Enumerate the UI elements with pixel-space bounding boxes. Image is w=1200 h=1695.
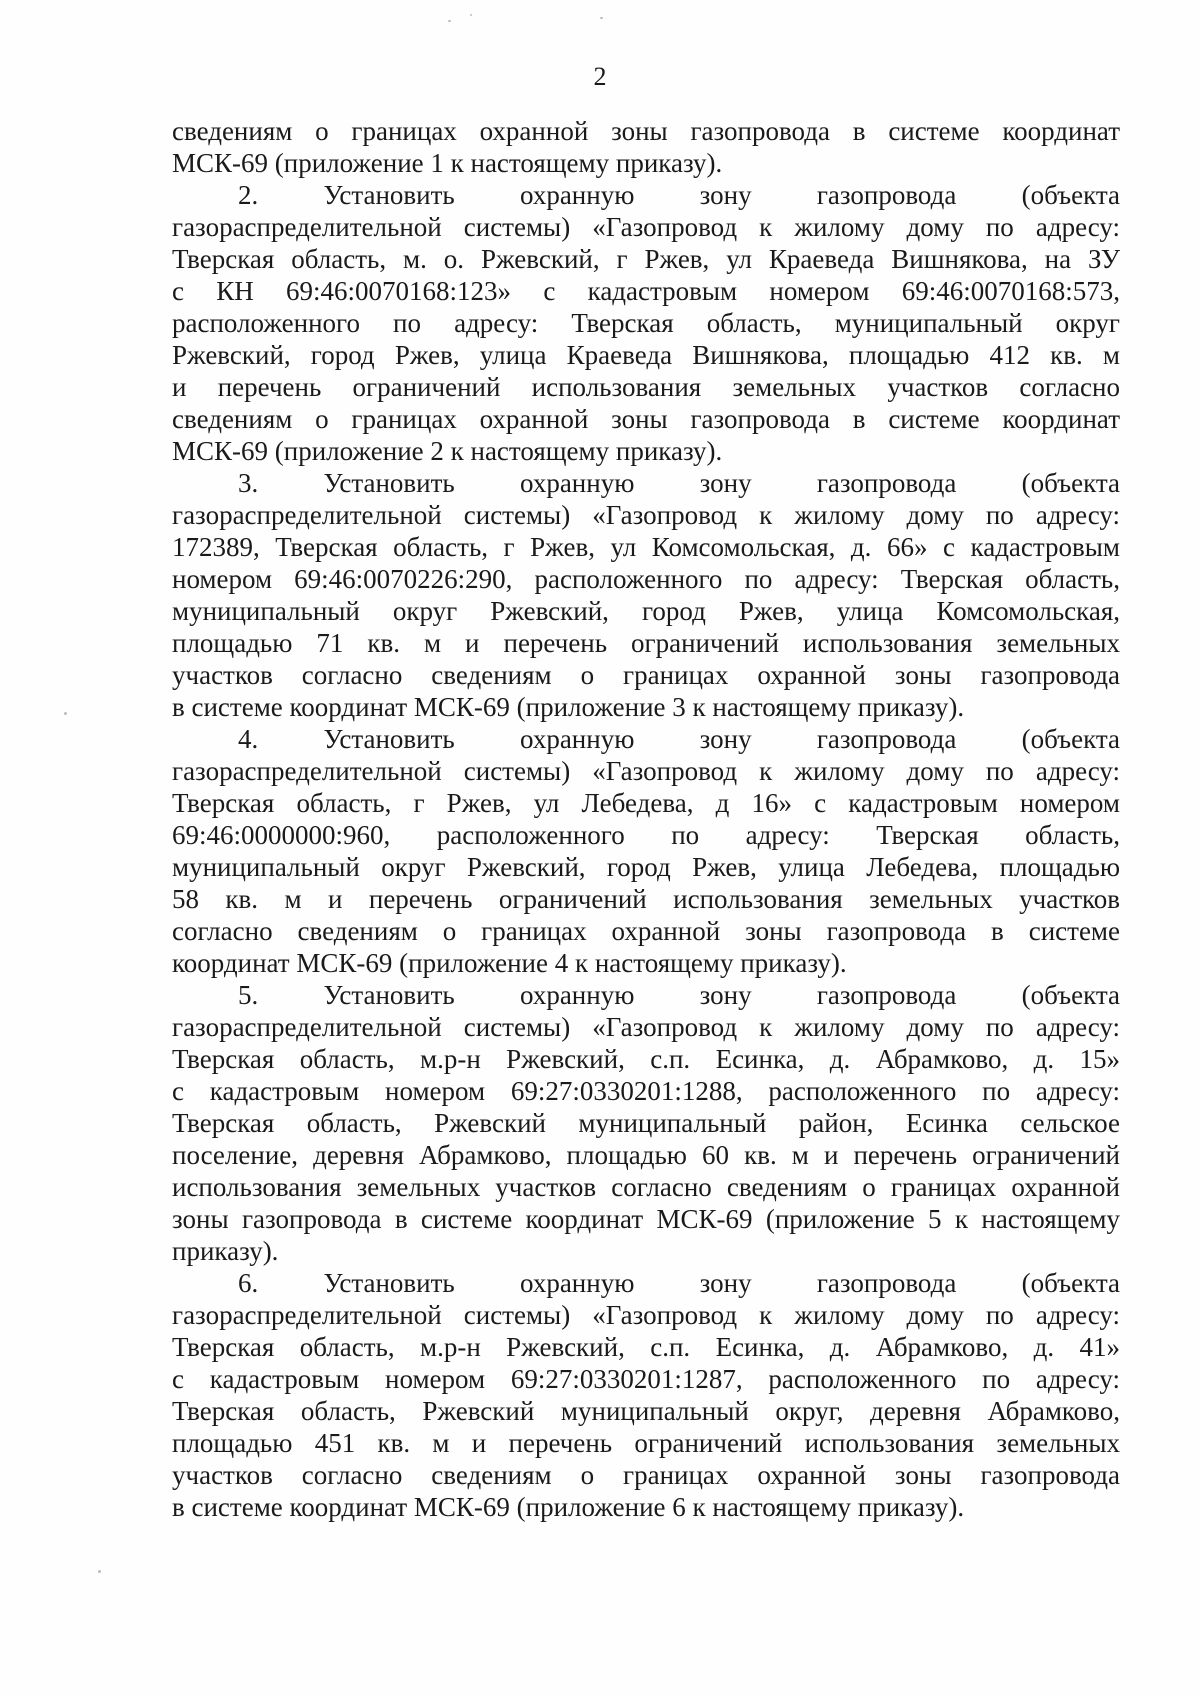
text-line: Тверская область, м. о. Ржевский, г Ржев, ул Краеведа Вишнякова, на ЗУ [172, 244, 1120, 274]
paragraph [172, 1267, 1120, 1523]
text-line: сведениям о границах охранной зоны газопровода в системе координат [172, 116, 1120, 146]
text-line: приказу). [172, 1236, 279, 1266]
text-line: газораспределительной системы) «Газопровод к жилому дому по адресу: [172, 756, 1120, 786]
text-line: МСК-69 (приложение 1 к настоящему приказу). [172, 148, 723, 178]
text-line: с кадастровым номером 69:27:0330201:1288, расположенного по адресу: [172, 1076, 1120, 1106]
scan-speck [470, 14, 472, 16]
text-line: согласно сведениям о границах охранной зоны газопровода в системе [172, 916, 1120, 946]
document-body [172, 115, 1120, 1523]
paragraph [172, 979, 1120, 1267]
paragraph [172, 467, 1120, 723]
scan-speck [448, 20, 451, 22]
text-line: газораспределительной системы) «Газопровод к жилому дому по адресу: [172, 1300, 1120, 1330]
text-line: газораспределительной системы) «Газопровод к жилому дому по адресу: [172, 212, 1120, 242]
text-line: участков согласно сведениям о границах охранной зоны газопровода [172, 1460, 1120, 1490]
text-line: площадью 71 кв. м и перечень ограничений использования земельных [172, 628, 1120, 658]
text-line: Тверская область, м.р-н Ржевский, с.п. Есинка, д. Абрамково, д. 15» [172, 1044, 1120, 1074]
text-line: газораспределительной системы) «Газопровод к жилому дому по адресу: [172, 500, 1120, 530]
paragraph [172, 723, 1120, 979]
text-line: площадью 451 кв. м и перечень ограничений использования земельных [172, 1428, 1120, 1458]
text-line: Тверская область, Ржевский муниципальный округ, деревня Абрамково, [172, 1396, 1120, 1426]
text-line: 5. Установить охранную зону газопровода (объекта [238, 980, 1120, 1010]
text-line: с КН 69:46:0070168:123» с кадастровым номером 69:46:0070168:573, [172, 276, 1120, 306]
text-line: номером 69:46:0070226:290, расположенного по адресу: Тверская область, [172, 564, 1120, 594]
page-number: 2 [593, 62, 607, 91]
text-line: в системе координат МСК-69 (приложение 3 к настоящему приказу). [172, 692, 965, 722]
text-line: использования земельных участков согласно сведениям о границах охранной [172, 1172, 1120, 1202]
text-line: муниципальный округ Ржевский, город Ржев, улица Комсомольская, [172, 596, 1120, 626]
text-line: с кадастровым номером 69:27:0330201:1287, расположенного по адресу: [172, 1364, 1120, 1394]
text-line: МСК-69 (приложение 2 к настоящему приказу). [172, 436, 723, 466]
text-line: в системе координат МСК-69 (приложение 6 к настоящему приказу). [172, 1492, 965, 1522]
text-line: зоны газопровода в системе координат МСК-69 (приложение 5 к настоящему [172, 1204, 1120, 1234]
text-line: 3. Установить охранную зону газопровода (объекта [238, 468, 1120, 498]
scan-speck [64, 712, 67, 715]
text-line: сведениям о границах охранной зоны газопровода в системе координат [172, 404, 1120, 434]
text-line: координат МСК-69 (приложение 4 к настоящему приказу). [172, 948, 847, 978]
text-line: Тверская область, м.р-н Ржевский, с.п. Есинка, д. Абрамково, д. 41» [172, 1332, 1120, 1362]
text-line: 4. Установить охранную зону газопровода (объекта [238, 724, 1120, 754]
paragraph [172, 179, 1120, 467]
scan-speck [98, 1570, 101, 1573]
paragraph [172, 115, 1120, 179]
text-line: расположенного по адресу: Тверская область, муниципальный округ [172, 308, 1120, 338]
text-line: 172389, Тверская область, г Ржев, ул Комсомольская, д. 66» с кадастровым [172, 532, 1120, 562]
text-line: Тверская область, г Ржев, ул Лебедева, д 16» с кадастровым номером [172, 788, 1120, 818]
text-line: поселение, деревня Абрамково, площадью 60 кв. м и перечень ограничений [172, 1140, 1120, 1170]
text-line: 6. Установить охранную зону газопровода (объекта [238, 1268, 1120, 1298]
text-line: 2. Установить охранную зону газопровода (объекта [238, 180, 1120, 210]
text-line: и перечень ограничений использования земельных участков согласно [172, 372, 1120, 402]
text-line: участков согласно сведениям о границах охранной зоны газопровода [172, 660, 1120, 690]
text-line: 58 кв. м и перечень ограничений использования земельных участков [172, 884, 1120, 914]
text-line: Ржевский, город Ржев, улица Краеведа Вишнякова, площадью 412 кв. м [172, 340, 1120, 370]
text-line: Тверская область, Ржевский муниципальный район, Есинка сельское [172, 1108, 1120, 1138]
scan-speck [600, 17, 603, 19]
text-line: муниципальный округ Ржевский, город Ржев, улица Лебедева, площадью [172, 852, 1120, 882]
text-line: газораспределительной системы) «Газопровод к жилому дому по адресу: [172, 1012, 1120, 1042]
text-line: 69:46:0000000:960, расположенного по адресу: Тверская область, [172, 820, 1120, 850]
